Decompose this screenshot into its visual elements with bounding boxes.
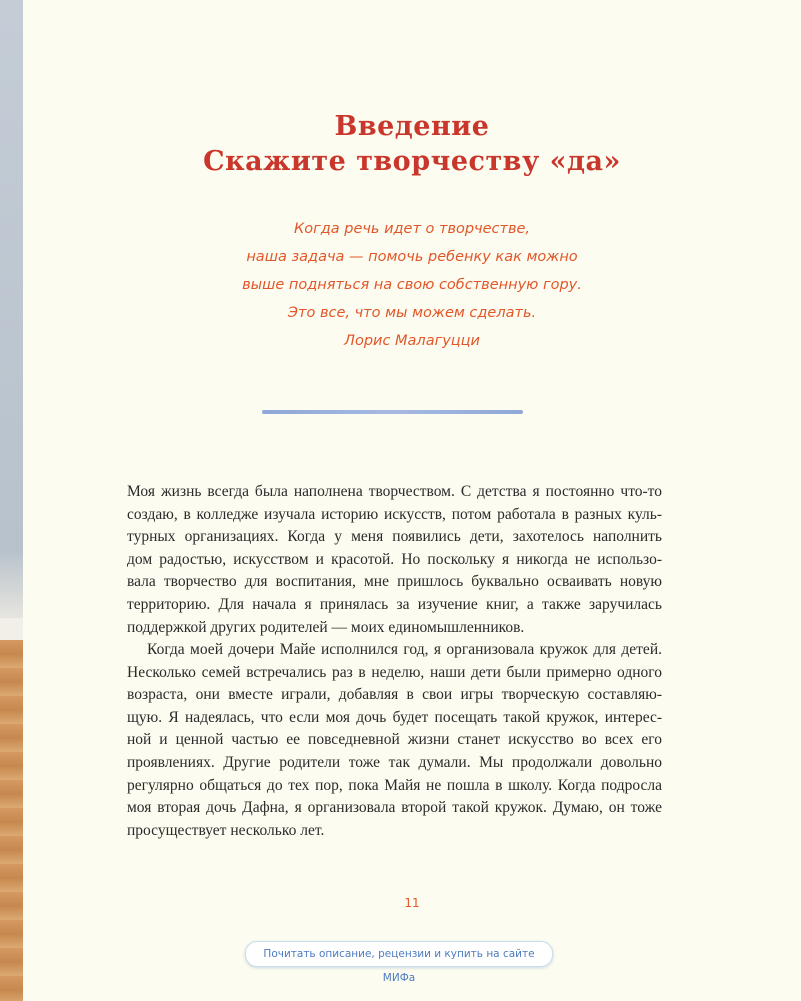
text-line: турных организациях. Когда у меня появились дети, захотелось наполнить	[127, 528, 662, 546]
epigraph-line: выше подняться на свою собственную гору.	[242, 277, 582, 293]
decorative-rule	[262, 410, 523, 414]
buy-on-mif-link[interactable]: Почитать описание, рецензии и купить на сайте МИФа	[245, 941, 553, 967]
body-paragraph-1	[127, 481, 662, 639]
epigraph-line: наша задача — помочь ребенку как можно	[246, 249, 578, 265]
chapter-subtitle: Скажите творчеству «да»	[203, 146, 621, 177]
text-line: Несколько семей встречались раз в неделю, наши дети были примерно одного	[127, 663, 662, 681]
text-line: моя вторая дочь Дафна, я организовала второй такой кружок. Думаю, он тоже	[127, 799, 662, 817]
text-line: проявлениях. Другие родители тоже так думали. Мы продолжали довольно	[127, 753, 662, 771]
text-line: регулярно общаться до тех пор, пока Майя не пошла в школу. Когда подросла	[127, 776, 662, 794]
epigraph-line: Когда речь идет о творчестве,	[293, 221, 531, 237]
epigraph-author: Лорис Малагуцци	[344, 333, 480, 349]
text-line: Когда моей дочери Майе исполнился год, я организовала кружок для детей.	[147, 641, 662, 658]
text-line: ной и ценной частью ее повседневной жизни станет искусство во всех его	[127, 731, 662, 749]
text-line: поддержкой других родителей — моих единомышленников.	[127, 618, 525, 636]
text-line: щую. Я надеялась, что если моя дочь будет посещать такой кружок, интерес-	[127, 708, 662, 726]
epigraph-line: Это все, что мы можем сделать.	[287, 305, 537, 321]
page-number: 11	[404, 896, 420, 910]
text-line: просуществует несколько лет.	[127, 821, 325, 839]
text-line: Моя жизнь всегда была наполнена творчеством. С детства я постоянно что-то	[127, 483, 662, 500]
background-edge	[0, 0, 23, 1001]
text-line: территорию. Для начала я принялась за изучение книг, а также заручилась	[127, 595, 662, 613]
text-line: создаю, в колледже изучала историю искусств, потом работала в разных куль-	[127, 505, 662, 523]
book-page	[23, 0, 801, 1001]
text-line: возраста, они вместе играли, добавляя в свои игры творческую составляю-	[127, 686, 662, 704]
body-paragraph-2	[127, 639, 662, 842]
text-line: вала творчество для воспитания, мне пришлось буквально осваивать новую	[127, 573, 662, 591]
text-line: дом радостью, искусством и красотой. Но поскольку я никогда не использо-	[127, 550, 662, 568]
wooden-floor	[0, 640, 23, 1001]
chapter-title: Введение	[334, 111, 490, 142]
